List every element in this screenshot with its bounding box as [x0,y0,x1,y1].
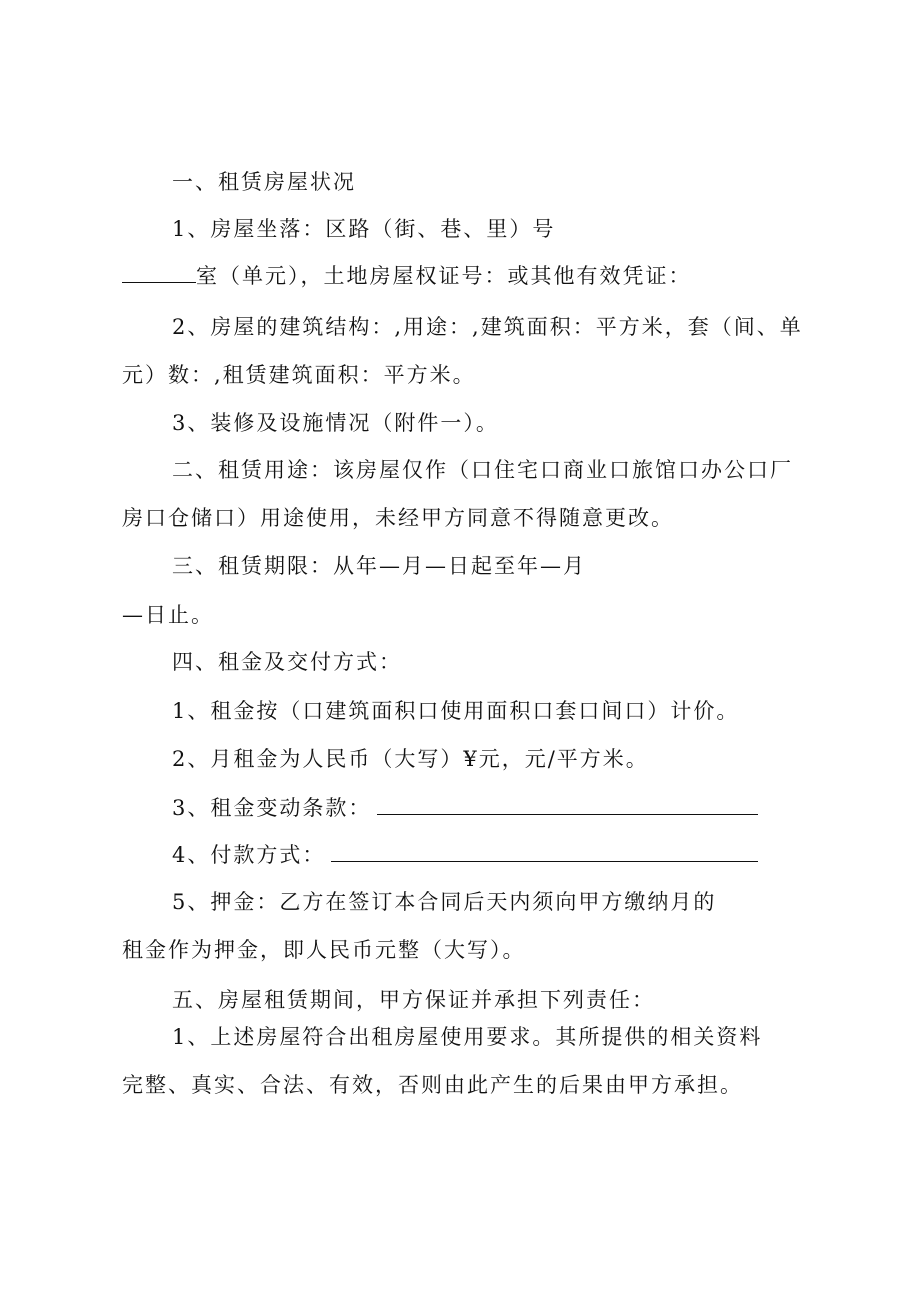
clause-rent-change-label: 3、租金变动条款： [172,796,372,820]
clause-decoration: 3、装修及设施情况（附件一）。 [172,411,499,435]
section-heading-2: 二、租赁用途：该房屋仅作（口住宅口商业口旅馆口办公口厂 [172,458,793,482]
blank-unit [122,262,196,283]
clause-deposit-continued: 租金作为押金，即人民币元整（大写）。 [122,938,526,962]
section-3-continued: —日止。 [122,603,214,627]
section-heading-5: 五、房屋租赁期间，甲方保证并承担下列责任： [172,988,655,1012]
clause-compliance-continued: 完整、真实、合法、有效，否则由此产生的后果由甲方承担。 [122,1073,743,1097]
clause-location-continued [122,262,692,290]
clause-structure: 2、房屋的建筑结构：,用途：,建筑面积：平方米，套（间、单 [172,315,803,339]
blank-payment-method [331,841,758,862]
clause-monthly-rent: 2、月租金为人民币（大写）¥元，元/平方米。 [172,747,649,771]
section-heading-1: 一、租赁房屋状况 [172,170,356,194]
section-2-continued: 房口仓储口）用途使用，未经甲方同意不得随意更改。 [122,506,674,530]
section-heading-4: 四、租金及交付方式： [172,650,402,674]
clause-compliance: 1、上述房屋符合出租房屋使用要求。其所提供的相关资料 [172,1025,763,1049]
clause-payment-method-label: 4、付款方式： [172,843,326,867]
clause-rent-basis: 1、租金按（口建筑面积口使用面积口套口间口）计价。 [172,699,740,723]
clause-location: 1、房屋坐落：区路（街、巷、里）号 [172,217,556,241]
clause-rent-change [172,794,758,822]
clause-payment-method [172,841,758,869]
clause-structure-continued: 元）数：,租赁建筑面积：平方米。 [122,363,476,387]
blank-rent-change [377,794,758,815]
section-heading-3: 三、租赁期限：从年—月—日起至年—月 [172,554,586,578]
clause-location-text: 室（单元），土地房屋权证号：或其他有效凭证： [196,264,692,288]
clause-deposit: 5、押金：乙方在签订本合同后天内须向甲方缴纳月的 [172,890,717,914]
